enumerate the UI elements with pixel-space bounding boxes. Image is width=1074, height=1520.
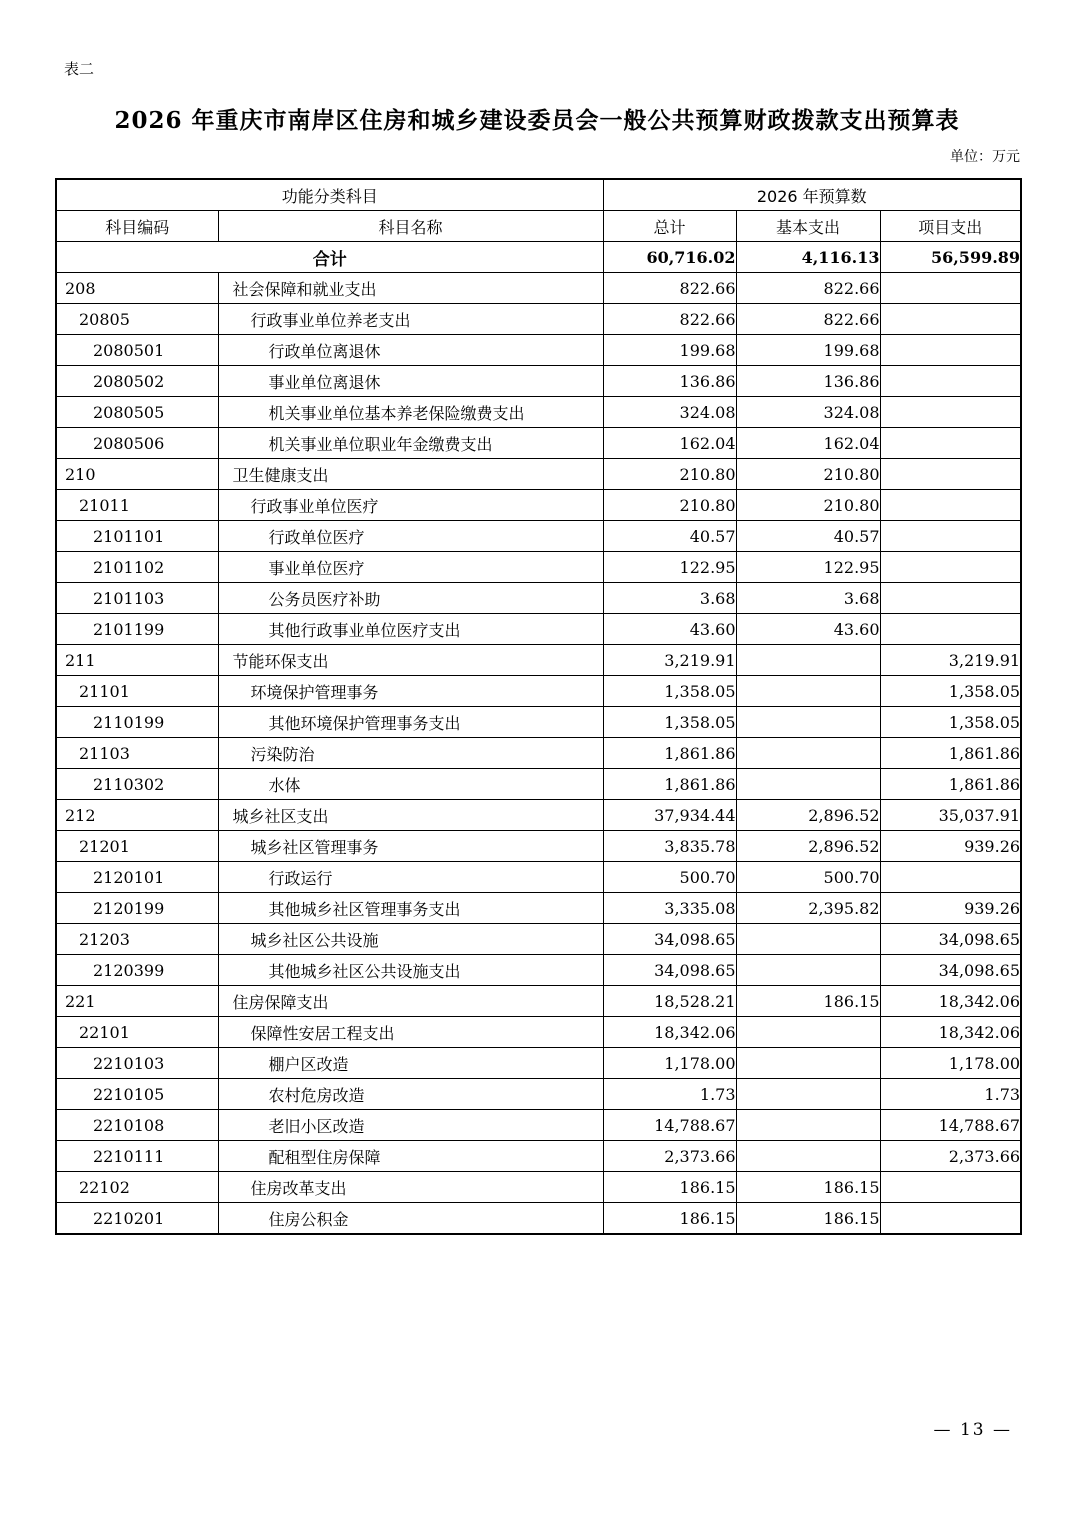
- code-cell: 2120399: [56, 955, 218, 986]
- total-cell: 18,528.21: [603, 986, 736, 1017]
- header-project-expenditure: 项目支出: [880, 211, 1021, 242]
- table-row: [56, 614, 1021, 645]
- basic-cell: [736, 955, 880, 986]
- total-cell: 3,835.78: [603, 831, 736, 862]
- basic-cell: 186.15: [736, 1203, 880, 1235]
- name-cell: 其他行政事业单位医疗支出: [218, 614, 603, 645]
- table-row: [56, 1079, 1021, 1110]
- total-row: [56, 242, 1021, 273]
- basic-cell: 210.80: [736, 459, 880, 490]
- name-cell: 行政运行: [218, 862, 603, 893]
- name-cell: 机关事业单位职业年金缴费支出: [218, 428, 603, 459]
- code-cell: 2080505: [56, 397, 218, 428]
- project-cell: [880, 397, 1021, 428]
- project-cell: 2,373.66: [880, 1141, 1021, 1172]
- total-cell: 14,788.67: [603, 1110, 736, 1141]
- name-cell: 住房改革支出: [218, 1172, 603, 1203]
- total-cell: 122.95: [603, 552, 736, 583]
- project-cell: [880, 1172, 1021, 1203]
- total-cell: 186.15: [603, 1172, 736, 1203]
- code-cell: 21203: [56, 924, 218, 955]
- project-cell: 3,219.91: [880, 645, 1021, 676]
- total-cell: 822.66: [603, 273, 736, 304]
- basic-cell: [736, 676, 880, 707]
- total-cell: 1,178.00: [603, 1048, 736, 1079]
- basic-cell: 186.15: [736, 986, 880, 1017]
- basic-cell: [736, 707, 880, 738]
- page-title: 2026 年重庆市南岸区住房和城乡建设委员会一般公共预算财政拨款支出预算表: [114, 107, 960, 134]
- project-cell: 34,098.65: [880, 955, 1021, 986]
- basic-cell: 43.60: [736, 614, 880, 645]
- total-cell: 500.70: [603, 862, 736, 893]
- name-cell: 环境保护管理事务: [218, 676, 603, 707]
- project-cell: [880, 521, 1021, 552]
- basic-cell: 2,896.52: [736, 831, 880, 862]
- name-cell: 老旧小区改造: [218, 1110, 603, 1141]
- header-budget-year: 2026 年预算数: [603, 179, 1021, 211]
- code-cell: 20805: [56, 304, 218, 335]
- table-row: [56, 862, 1021, 893]
- total-cell: 2,373.66: [603, 1141, 736, 1172]
- table-row: [56, 397, 1021, 428]
- unit-note: 单位：万元: [950, 149, 1020, 165]
- table-row: [56, 1110, 1021, 1141]
- project-cell: [880, 459, 1021, 490]
- name-cell: 其他城乡社区管理事务支出: [218, 893, 603, 924]
- name-cell: 城乡社区支出: [218, 800, 603, 831]
- project-cell: [880, 366, 1021, 397]
- basic-cell: [736, 769, 880, 800]
- project-cell: 34,098.65: [880, 924, 1021, 955]
- header-subject-code: 科目编码: [56, 211, 218, 242]
- project-cell: [880, 304, 1021, 335]
- code-cell: 22102: [56, 1172, 218, 1203]
- table-row: [56, 552, 1021, 583]
- project-cell: 18,342.06: [880, 1017, 1021, 1048]
- basic-cell: 500.70: [736, 862, 880, 893]
- table-row: [56, 831, 1021, 862]
- project-cell: 1.73: [880, 1079, 1021, 1110]
- name-cell: 行政单位离退休: [218, 335, 603, 366]
- name-cell: 污染防治: [218, 738, 603, 769]
- project-cell: 35,037.91: [880, 800, 1021, 831]
- code-cell: 208: [56, 273, 218, 304]
- name-cell: 行政单位医疗: [218, 521, 603, 552]
- basic-cell: [736, 1110, 880, 1141]
- name-cell: 机关事业单位基本养老保险缴费支出: [218, 397, 603, 428]
- code-cell: 2101101: [56, 521, 218, 552]
- basic-cell: 324.08: [736, 397, 880, 428]
- code-cell: 212: [56, 800, 218, 831]
- total-cell: 40.57: [603, 521, 736, 552]
- code-cell: 2101199: [56, 614, 218, 645]
- code-cell: 2210111: [56, 1141, 218, 1172]
- name-cell: 保障性安居工程支出: [218, 1017, 603, 1048]
- total-cell: 18,342.06: [603, 1017, 736, 1048]
- project-cell: [880, 1203, 1021, 1235]
- table-label: 表二: [64, 60, 95, 78]
- table-row: [56, 273, 1021, 304]
- header-columns-row: [56, 211, 1021, 242]
- code-cell: 2210103: [56, 1048, 218, 1079]
- code-cell: 2080506: [56, 428, 218, 459]
- basic-cell: [736, 1079, 880, 1110]
- name-cell: 公务员医疗补助: [218, 583, 603, 614]
- table-row: [56, 800, 1021, 831]
- total-cell: 162.04: [603, 428, 736, 459]
- name-cell: 卫生健康支出: [218, 459, 603, 490]
- table-row: [56, 645, 1021, 676]
- total-cell: 3.68: [603, 583, 736, 614]
- code-cell: 21201: [56, 831, 218, 862]
- name-cell: 城乡社区管理事务: [218, 831, 603, 862]
- name-cell: 农村危房改造: [218, 1079, 603, 1110]
- code-cell: 211: [56, 645, 218, 676]
- total-cell: 210.80: [603, 459, 736, 490]
- name-cell: 节能环保支出: [218, 645, 603, 676]
- code-cell: 2210201: [56, 1203, 218, 1235]
- code-cell: 210: [56, 459, 218, 490]
- table-row: [56, 769, 1021, 800]
- total-cell: 34,098.65: [603, 924, 736, 955]
- table-row: [56, 304, 1021, 335]
- name-cell: 事业单位离退休: [218, 366, 603, 397]
- name-cell: 配租型住房保障: [218, 1141, 603, 1172]
- page-number: — 13 —: [933, 1420, 1012, 1440]
- total-cell: 1,861.86: [603, 769, 736, 800]
- code-cell: 2080501: [56, 335, 218, 366]
- project-cell: 1,358.05: [880, 676, 1021, 707]
- total-cell: 210.80: [603, 490, 736, 521]
- code-cell: 2210108: [56, 1110, 218, 1141]
- total-cell: 136.86: [603, 366, 736, 397]
- total-cell: 1.73: [603, 1079, 736, 1110]
- project-cell: 1,861.86: [880, 738, 1021, 769]
- name-cell: 住房保障支出: [218, 986, 603, 1017]
- project-cell: [880, 273, 1021, 304]
- basic-cell: 136.86: [736, 366, 880, 397]
- total-cell: 3,335.08: [603, 893, 736, 924]
- table-row: [56, 924, 1021, 955]
- table-row: [56, 1141, 1021, 1172]
- code-cell: 21103: [56, 738, 218, 769]
- total-cell: 199.68: [603, 335, 736, 366]
- project-cell: 939.26: [880, 893, 1021, 924]
- basic-cell: 2,896.52: [736, 800, 880, 831]
- table-row: [56, 521, 1021, 552]
- project-cell: [880, 614, 1021, 645]
- code-cell: 2101102: [56, 552, 218, 583]
- name-cell: 城乡社区公共设施: [218, 924, 603, 955]
- table-header: [56, 179, 1021, 242]
- header-group-row: [56, 179, 1021, 211]
- basic-cell: 822.66: [736, 273, 880, 304]
- table-row: [56, 738, 1021, 769]
- table-row: [56, 1048, 1021, 1079]
- basic-cell: 122.95: [736, 552, 880, 583]
- total-cell: 324.08: [603, 397, 736, 428]
- basic-cell: 162.04: [736, 428, 880, 459]
- header-total: 总计: [603, 211, 736, 242]
- code-cell: 22101: [56, 1017, 218, 1048]
- project-cell: 1,861.86: [880, 769, 1021, 800]
- total-row-total: 60,716.02: [603, 242, 736, 273]
- table-row: [56, 459, 1021, 490]
- code-cell: 221: [56, 986, 218, 1017]
- table-row: [56, 490, 1021, 521]
- basic-cell: [736, 645, 880, 676]
- project-cell: 18,342.06: [880, 986, 1021, 1017]
- basic-cell: 210.80: [736, 490, 880, 521]
- budget-table: [55, 178, 1022, 1235]
- basic-cell: 40.57: [736, 521, 880, 552]
- basic-cell: 199.68: [736, 335, 880, 366]
- basic-cell: 186.15: [736, 1172, 880, 1203]
- code-cell: 2120199: [56, 893, 218, 924]
- header-subject-name: 科目名称: [218, 211, 603, 242]
- table-row: [56, 335, 1021, 366]
- project-cell: 14,788.67: [880, 1110, 1021, 1141]
- basic-cell: 2,395.82: [736, 893, 880, 924]
- total-row-label: 合计: [56, 242, 603, 273]
- table-row: [56, 707, 1021, 738]
- total-cell: 37,934.44: [603, 800, 736, 831]
- code-cell: 21101: [56, 676, 218, 707]
- code-cell: 2101103: [56, 583, 218, 614]
- code-cell: 2110302: [56, 769, 218, 800]
- basic-cell: 822.66: [736, 304, 880, 335]
- name-cell: 事业单位医疗: [218, 552, 603, 583]
- table-row: [56, 893, 1021, 924]
- table-row: [56, 1172, 1021, 1203]
- name-cell: 其他城乡社区公共设施支出: [218, 955, 603, 986]
- basic-cell: [736, 738, 880, 769]
- project-cell: 939.26: [880, 831, 1021, 862]
- table-row: [56, 1203, 1021, 1235]
- name-cell: 棚户区改造: [218, 1048, 603, 1079]
- table-body: [56, 242, 1021, 1235]
- name-cell: 社会保障和就业支出: [218, 273, 603, 304]
- total-cell: 822.66: [603, 304, 736, 335]
- name-cell: 住房公积金: [218, 1203, 603, 1235]
- total-row-basic: 4,116.13: [736, 242, 880, 273]
- total-cell: 1,861.86: [603, 738, 736, 769]
- table-row: [56, 986, 1021, 1017]
- table-row: [56, 583, 1021, 614]
- project-cell: [880, 552, 1021, 583]
- total-cell: 43.60: [603, 614, 736, 645]
- total-row-project: 56,599.89: [880, 242, 1021, 273]
- project-cell: [880, 490, 1021, 521]
- name-cell: 行政事业单位养老支出: [218, 304, 603, 335]
- project-cell: [880, 428, 1021, 459]
- project-cell: [880, 862, 1021, 893]
- table-row: [56, 955, 1021, 986]
- total-cell: 1,358.05: [603, 676, 736, 707]
- total-cell: 186.15: [603, 1203, 736, 1235]
- total-cell: 1,358.05: [603, 707, 736, 738]
- code-cell: 2120101: [56, 862, 218, 893]
- total-cell: 34,098.65: [603, 955, 736, 986]
- project-cell: [880, 335, 1021, 366]
- total-cell: 3,219.91: [603, 645, 736, 676]
- code-cell: 2110199: [56, 707, 218, 738]
- table-row: [56, 428, 1021, 459]
- code-cell: 2210105: [56, 1079, 218, 1110]
- table-row: [56, 366, 1021, 397]
- basic-cell: 3.68: [736, 583, 880, 614]
- name-cell: 行政事业单位医疗: [218, 490, 603, 521]
- name-cell: 其他环境保护管理事务支出: [218, 707, 603, 738]
- basic-cell: [736, 1141, 880, 1172]
- code-cell: 21011: [56, 490, 218, 521]
- header-basic-expenditure: 基本支出: [736, 211, 880, 242]
- code-cell: 2080502: [56, 366, 218, 397]
- basic-cell: [736, 1048, 880, 1079]
- name-cell: 水体: [218, 769, 603, 800]
- basic-cell: [736, 924, 880, 955]
- basic-cell: [736, 1017, 880, 1048]
- project-cell: [880, 583, 1021, 614]
- header-functional-classification: 功能分类科目: [56, 179, 603, 211]
- table-row: [56, 1017, 1021, 1048]
- project-cell: 1,178.00: [880, 1048, 1021, 1079]
- table-row: [56, 676, 1021, 707]
- project-cell: 1,358.05: [880, 707, 1021, 738]
